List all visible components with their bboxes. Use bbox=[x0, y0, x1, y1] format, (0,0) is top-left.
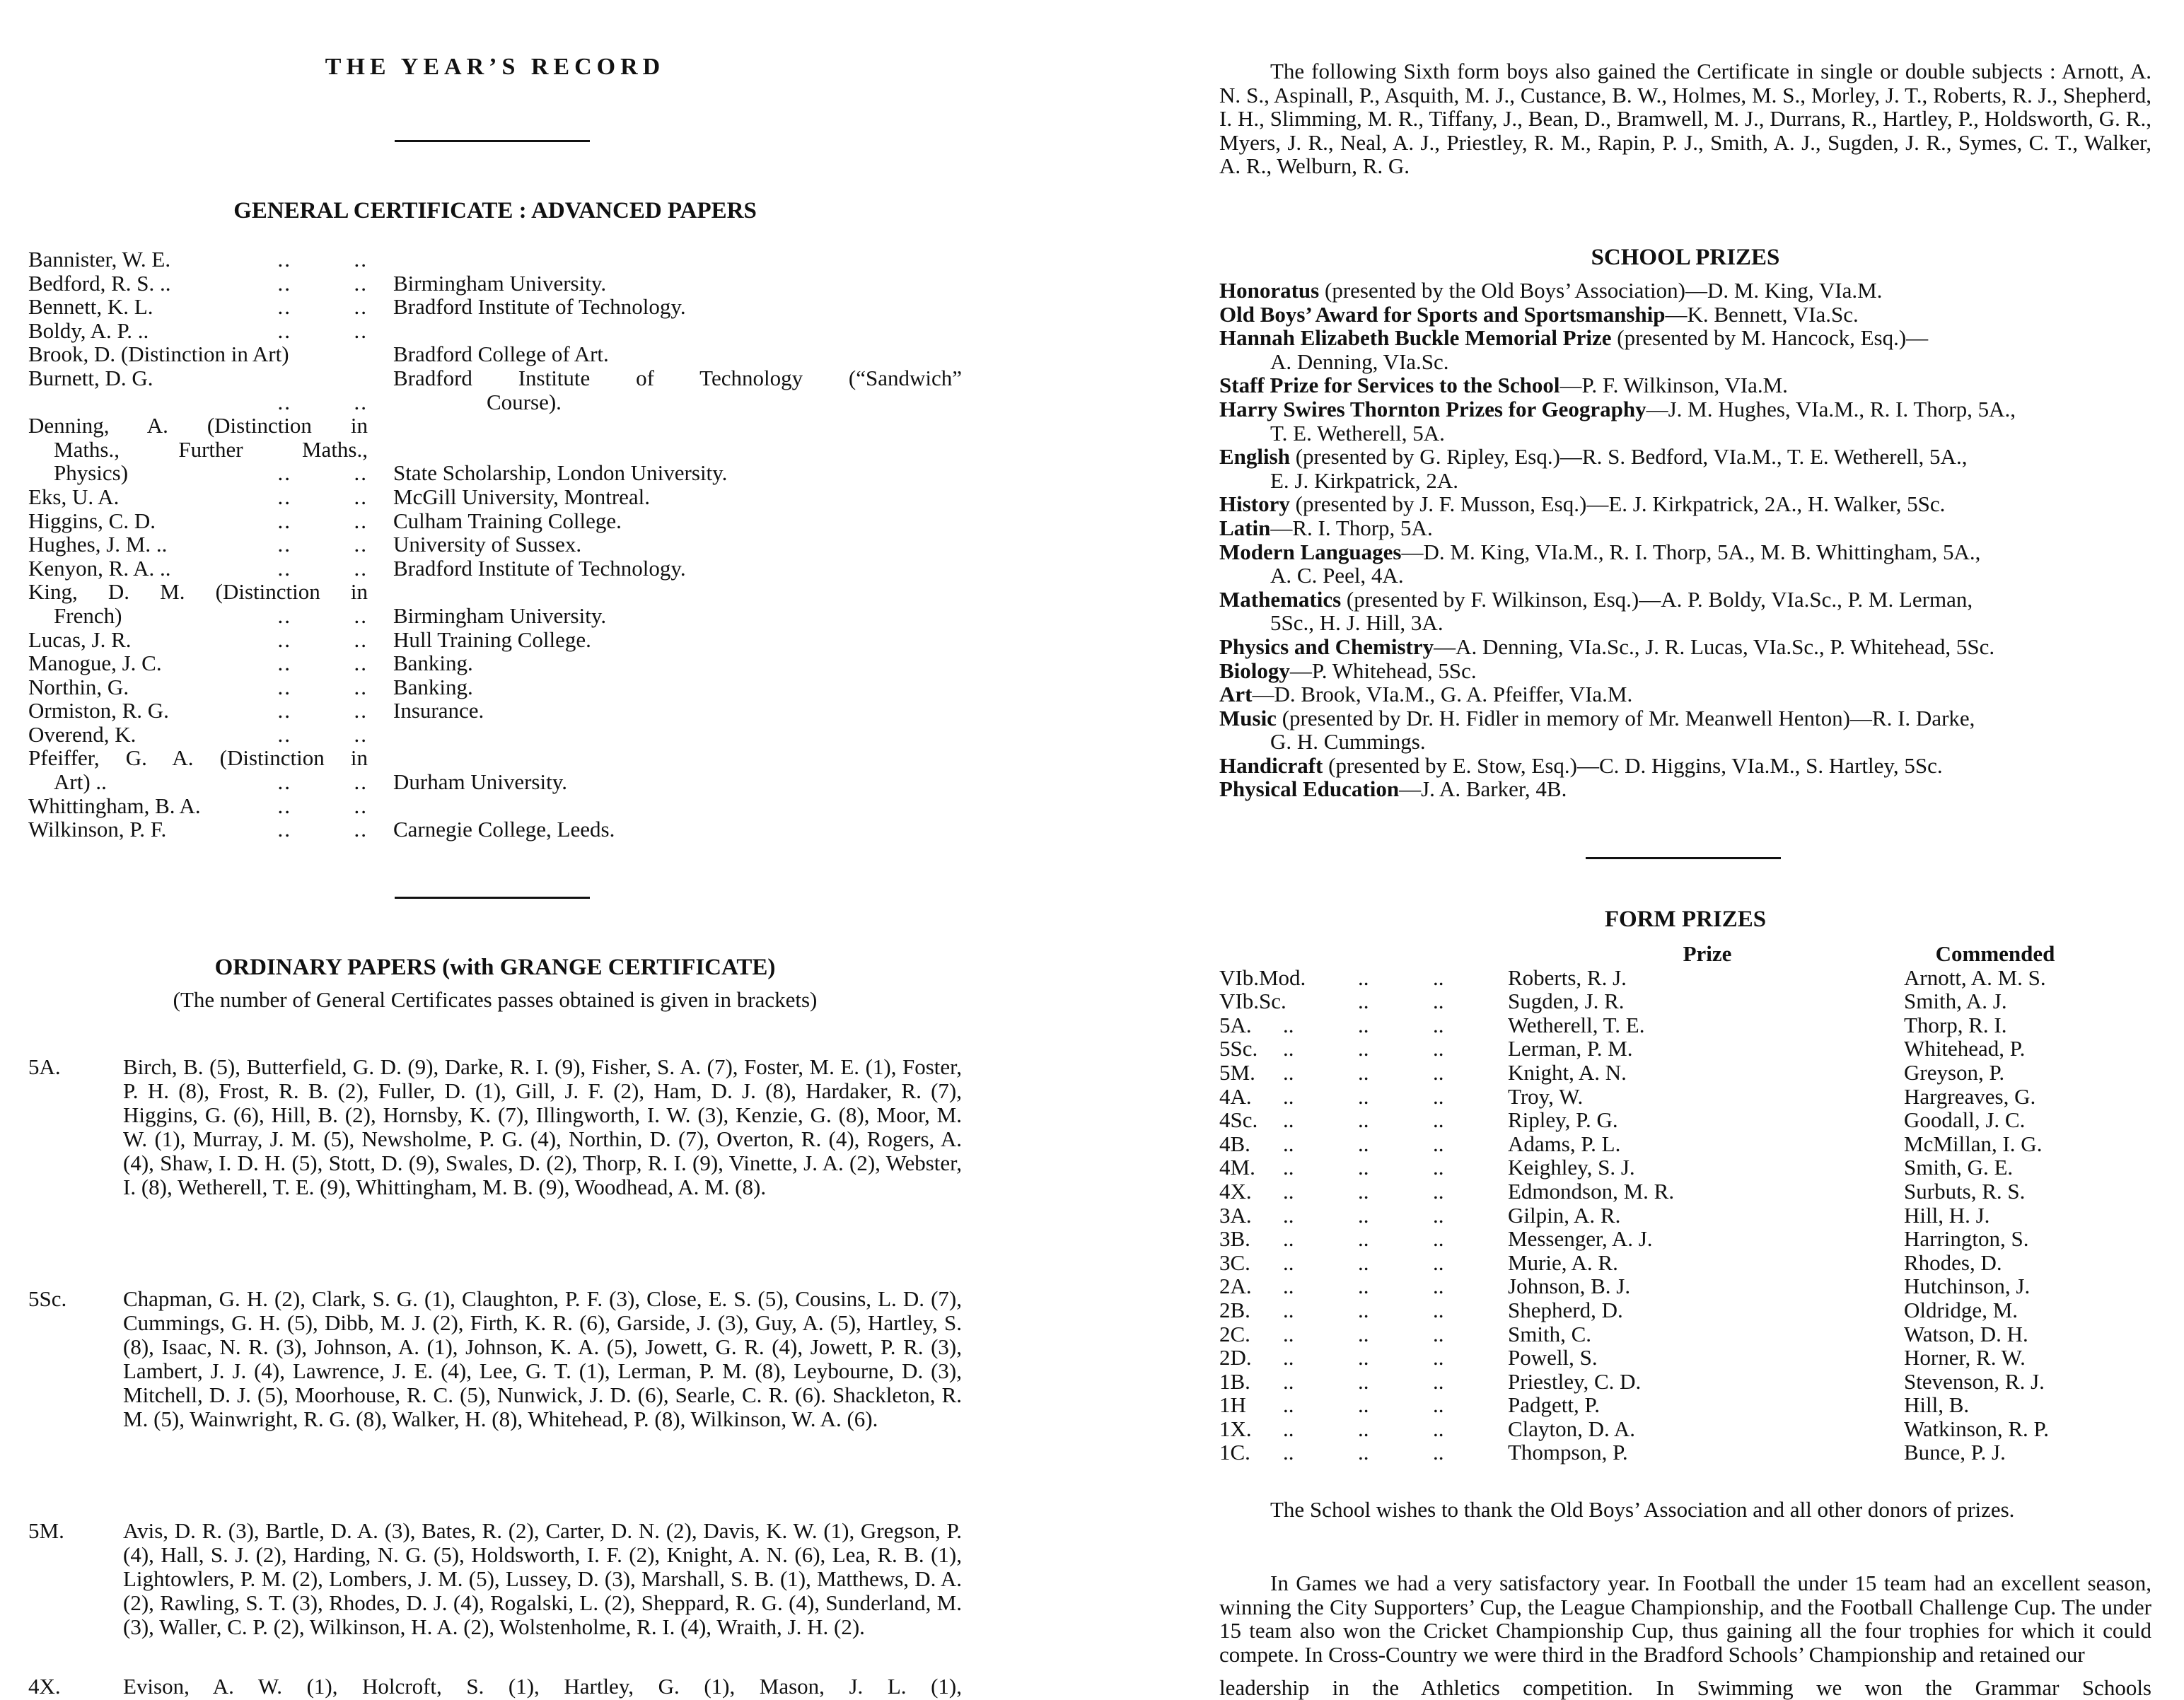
school-prize bbox=[1219, 303, 2151, 327]
destination: Carnegie College, Leeds. bbox=[393, 817, 615, 842]
school-prizes-heading: SCHOOL PRIZES bbox=[1591, 245, 1780, 270]
form-prize-row bbox=[1219, 1298, 2151, 1322]
prize-winner: Smith, C. bbox=[1508, 1321, 1592, 1346]
dot-leader: .. .. bbox=[277, 318, 368, 343]
prize-title: Latin bbox=[1219, 515, 1271, 540]
advanced-entry bbox=[28, 580, 962, 627]
commended-student: Watkinson, R. P. bbox=[1904, 1416, 2050, 1441]
destination: Culham Training College. bbox=[393, 508, 622, 533]
commended-student: Hill, B. bbox=[1904, 1392, 1970, 1418]
student-name: Bedford, R. S. .. bbox=[28, 270, 171, 296]
prize-winners: (presented by E. Stow, Esq.)—C. D. Higgins, VIa.M., S. Hartley, 5Sc. bbox=[1323, 752, 1943, 778]
dot-leader: .. .. bbox=[277, 817, 368, 842]
school-prize bbox=[1219, 279, 2151, 303]
advanced-entry bbox=[28, 699, 962, 723]
destination: Durham University. bbox=[393, 769, 567, 795]
commended-student: Whitehead, P. bbox=[1904, 1036, 2026, 1061]
games-partial-line: leadership in the Athletics competition. In Swimming we won the Grammar Schools bbox=[1219, 1675, 2151, 1700]
advanced-entry bbox=[28, 248, 962, 272]
prize-winners-continued: T. E. Wetherell, 5A. bbox=[1270, 420, 1445, 446]
form-prize-row bbox=[1219, 1037, 2151, 1061]
school-prize bbox=[1219, 777, 2151, 801]
dot-leader: .. .. .. bbox=[1283, 1012, 1444, 1037]
form-prize-row bbox=[1219, 1346, 2151, 1370]
dot-leader: .. .. .. bbox=[1283, 1368, 1444, 1394]
prize-winners: —P. Whitehead, 5Sc. bbox=[1289, 658, 1477, 683]
dot-leader: .. .. bbox=[1358, 989, 1444, 1014]
student-name: Bannister, W. E. bbox=[28, 247, 171, 272]
student-name: Wilkinson, P. F. bbox=[28, 817, 167, 842]
ordinary-papers-note: (The number of General Certificates passes obtained is given in brackets) bbox=[173, 987, 818, 1012]
form-label: 5Sc. bbox=[1219, 1036, 1258, 1061]
form-label: 4X. bbox=[1219, 1178, 1252, 1204]
prize-title: History bbox=[1219, 491, 1290, 517]
prize-column-header: Prize bbox=[1683, 941, 1732, 966]
form-prize-row bbox=[1219, 1155, 2151, 1180]
dot-leader: .. .. bbox=[277, 247, 368, 272]
prize-winner: Ripley, P. G. bbox=[1508, 1107, 1618, 1133]
advanced-entry bbox=[28, 675, 962, 699]
student-name: Manogue, J. C. bbox=[28, 651, 162, 676]
form-label: 1H bbox=[1219, 1392, 1246, 1418]
divider bbox=[395, 140, 590, 142]
prize-title: Physical Education bbox=[1219, 776, 1400, 802]
destination: Bradford Institute of Technology. bbox=[393, 555, 686, 581]
prize-title: Hannah Elizabeth Buckle Memorial Prize bbox=[1219, 325, 1612, 351]
prize-winners: —R. I. Thorp, 5A. bbox=[1270, 515, 1433, 540]
advanced-entry bbox=[28, 794, 962, 818]
commended-student: Watson, D. H. bbox=[1904, 1321, 2028, 1346]
dot-leader: .. .. bbox=[1358, 965, 1444, 990]
prize-winners: —D. Brook, VIa.M., G. A. Pfeiffer, VIa.M. bbox=[1252, 682, 1633, 707]
student-name: Burnett, D. G. bbox=[28, 365, 153, 390]
form-results-text: Chapman, G. H. (2), Clark, S. G. (1), Claughton, P. F. (3), Close, E. S. (5), Cousins, L. D. (7), Cummings, G. H. (5), Dibb, M. J. (2), Firth, K. R. (6), Garside, J. (3), Guy, A. (5), Hartley, S. (8), Isaac, N. R. (3), Johnson, A. (1), Johnson, K. A. (5), Jowett, G. R. (4), Jowett, P. R. (3), Lambert, J. J. (4), Lawrence, J. E. (4), Lee, G. T. (1), Lerman, P. M. (8), Leybourne, D. (3), Mitchell, D. J. (5), Moorhouse, R. C. (5), Nunwick, J. D. (6), Searle, C. R. (6). Shackleton, R. M. (5), Wainwright, R. G. (8), Walker, H. (8), Whitehead, P. (8), Wilkinson, W. A. (6). bbox=[123, 1286, 962, 1431]
prize-winner: Troy, W. bbox=[1508, 1083, 1584, 1109]
form-results-4X-partial bbox=[28, 1675, 962, 1699]
sixth-form-text: The following Sixth form boys also gained the Certificate in single or double subjects : Arnott, A. N. S., Aspinall, P., Asquith, M. J., Custance, B. W., Holmes, M. S., Morley, J. T., Roberts, R. J., Shepherd, I. H., Slimming, M. R., Tiffany, J., Bean, D., Bramwell, M. J., Durrans, R., Hartley, P., Holdsworth, G. R., Myers, J. R., Neal, A. J., Priestley, R. M., Rapin, P. J., Smith, A. J., Sugden, J. R., Symes, C. T., Walker, A. R., Welburn, R. G. bbox=[1219, 59, 2151, 179]
prize-winner: Wetherell, T. E. bbox=[1508, 1012, 1645, 1037]
school-prize bbox=[1219, 492, 2151, 516]
form-results-text: Evison, A. W. (1), Holcroft, S. (1), Hartley, G. (1), Mason, J. L. (1), bbox=[123, 1674, 962, 1699]
dot-leader: .. .. bbox=[277, 721, 368, 747]
ordinary-papers-heading: ORDINARY PAPERS (with GRANGE CERTIFICATE) bbox=[214, 955, 776, 980]
prize-winners: —P. F. Wilkinson, VIa.M. bbox=[1559, 373, 1788, 398]
commended-student: Stevenson, R. J. bbox=[1904, 1368, 2045, 1394]
thanks-text: The School wishes to thank the Old Boys’ Association and all other donors of prizes. bbox=[1270, 1497, 2015, 1522]
advanced-entry bbox=[28, 342, 962, 366]
commended-student: Horner, R. W. bbox=[1904, 1345, 2026, 1370]
advanced-papers-heading: GENERAL CERTIFICATE : ADVANCED PAPERS bbox=[233, 198, 757, 223]
form-label: 5M. bbox=[28, 1518, 64, 1543]
prize-title: Harry Swires Thornton Prizes for Geography bbox=[1219, 396, 1646, 421]
commended-student: Harrington, S. bbox=[1904, 1226, 2029, 1252]
prize-winner: Roberts, R. J. bbox=[1508, 965, 1627, 990]
prize-winners: —A. Denning, VIa.Sc., J. R. Lucas, VIa.Sc., P. Whitehead, 5Sc. bbox=[1434, 634, 1995, 659]
destination: Banking. bbox=[393, 674, 473, 699]
prize-winners: (presented by the Old Boys’ Association)—D. M. King, VIa.M. bbox=[1319, 278, 1883, 303]
student-name: Eks, U. A. bbox=[28, 484, 120, 509]
form-prize-row bbox=[1219, 989, 2151, 1013]
dot-leader: .. .. bbox=[277, 627, 368, 652]
school-prize bbox=[1219, 659, 2151, 683]
student-name: Art) .. bbox=[54, 769, 107, 795]
prize-winner: Johnson, B. J. bbox=[1508, 1274, 1631, 1299]
prize-winner: Padgett, P. bbox=[1508, 1392, 1601, 1418]
dot-leader: .. .. .. bbox=[1283, 1083, 1444, 1109]
school-prize bbox=[1219, 682, 2151, 706]
dot-leader: .. .. .. bbox=[1283, 1440, 1444, 1465]
student-name: Maths., Further Maths., bbox=[54, 436, 368, 462]
prize-winners-continued: G. H. Cummings. bbox=[1270, 729, 1426, 755]
commended-student: Arnott, A. M. S. bbox=[1904, 965, 2046, 990]
advanced-entry bbox=[28, 651, 962, 675]
page-title: THE YEAR’S RECORD bbox=[325, 54, 666, 80]
school-prize bbox=[1219, 373, 2151, 397]
advanced-entry bbox=[28, 366, 962, 414]
destination: University of Sussex. bbox=[393, 532, 582, 557]
prize-title: Handicraft bbox=[1219, 752, 1323, 778]
dot-leader: .. .. bbox=[277, 484, 368, 509]
form-prize-row bbox=[1219, 1061, 2151, 1085]
dot-leader: .. .. .. bbox=[1283, 1226, 1444, 1252]
form-prize-row bbox=[1219, 1227, 2151, 1251]
form-label: 4B. bbox=[1219, 1131, 1250, 1156]
thanks-paragraph bbox=[1219, 1498, 2151, 1522]
school-prize bbox=[1219, 706, 2151, 754]
prize-title: Old Boys’ Award for Sports and Sportsmanship bbox=[1219, 301, 1666, 327]
form-prize-row bbox=[1219, 1370, 2151, 1394]
school-prize bbox=[1219, 516, 2151, 540]
commended-student: Surbuts, R. S. bbox=[1904, 1178, 2026, 1204]
destination: McGill University, Montreal. bbox=[393, 484, 651, 509]
form-label: 5Sc. bbox=[28, 1286, 67, 1311]
commended-student: Thorp, R. I. bbox=[1904, 1012, 2007, 1037]
advanced-entry bbox=[28, 723, 962, 747]
prize-winner: Murie, A. R. bbox=[1508, 1250, 1618, 1275]
destination: State Scholarship, London University. bbox=[393, 460, 728, 486]
student-name: French) bbox=[54, 602, 122, 628]
student-name: Higgins, C. D. bbox=[28, 508, 156, 533]
prize-winners: —J. M. Hughes, VIa.M., R. I. Thorp, 5A., bbox=[1646, 396, 2016, 421]
form-prize-row bbox=[1219, 1440, 2151, 1465]
form-results-5Sc bbox=[28, 1287, 962, 1431]
dot-leader: .. .. bbox=[277, 270, 368, 296]
form-prize-row bbox=[1219, 1393, 2151, 1417]
prize-title: Art bbox=[1219, 682, 1253, 707]
student-name: Brook, D. (Distinction in Art) bbox=[28, 342, 289, 367]
dot-leader: .. .. .. bbox=[1283, 1155, 1444, 1180]
prize-winner: Shepherd, D. bbox=[1508, 1297, 1623, 1322]
dot-leader: .. .. .. bbox=[1283, 1321, 1444, 1346]
dot-leader: .. .. bbox=[277, 508, 368, 533]
dot-leader: .. .. bbox=[277, 793, 368, 818]
advanced-entry bbox=[28, 485, 962, 509]
dot-leader: .. .. .. bbox=[1283, 1178, 1444, 1204]
prize-winner: Clayton, D. A. bbox=[1508, 1416, 1635, 1441]
school-prize bbox=[1219, 540, 2151, 588]
advanced-entry bbox=[28, 628, 962, 652]
student-name: Lucas, J. R. bbox=[28, 627, 132, 652]
student-name: Northin, G. bbox=[28, 674, 129, 699]
advanced-entry bbox=[28, 272, 962, 296]
prize-winner: Edmondson, M. R. bbox=[1508, 1178, 1675, 1204]
prize-winner: Thompson, P. bbox=[1508, 1440, 1628, 1465]
prize-title: Physics and Chemistry bbox=[1219, 634, 1434, 659]
destination: Banking. bbox=[393, 651, 473, 676]
games-text: In Games we had a very satisfactory year. In Football the under 15 team had an excellent season, winning the City Supporters’ Cup, the League Championship, and the Football Challenge Cup. The under 15 team also won the Cricket Championship Cup, thus gaining all the four trophies for which it could compete. In Cross-Country we were third in the Bradford Schools’ Championship and retained our bbox=[1219, 1571, 2151, 1667]
form-prize-row bbox=[1219, 1085, 2151, 1109]
form-label: VIb.Sc. bbox=[1219, 989, 1286, 1014]
form-results-text: Avis, D. R. (3), Bartle, D. A. (3), Bates, R. (2), Carter, D. N. (2), Davis, K. W. (1), Gregson, P. (4), Hall, S. J. (2), Harding, N. G. (5), Holdsworth, I. F. (2), Knight, A. N. (6), Lea, R. B. (1), Lightowlers, P. M. (2), Lombers, J. M. (5), Lussey, D. (3), Marshall, S. B. (1), Matthews, D. A. (2), Rawling, S. T. (3), Rhodes, D. J. (4), Rogalski, L. (2), Sheppard, R. G. (4), Sunderland, M. (3), Waller, C. P. (2), Wilkinson, H. A. (2), Wolstenholme, R. I. (4), Wraith, J. H. (2). bbox=[123, 1518, 962, 1639]
form-label: VIb.Mod. bbox=[1219, 965, 1306, 990]
student-name: Kenyon, R. A. .. bbox=[28, 555, 171, 581]
form-label: 4X. bbox=[28, 1674, 61, 1699]
dot-leader: .. .. .. bbox=[1283, 1036, 1444, 1061]
destination: Birmingham University. bbox=[393, 270, 607, 296]
form-prize-row bbox=[1219, 1251, 2151, 1275]
form-prize-row bbox=[1219, 1108, 2151, 1132]
prize-winners: (presented by M. Hancock, Esq.)— bbox=[1611, 325, 1929, 351]
dot-leader: .. .. bbox=[277, 674, 368, 699]
commended-student: Hutchinson, J. bbox=[1904, 1274, 2031, 1299]
commended-student: Rhodes, D. bbox=[1904, 1250, 2002, 1275]
form-label: 3A. bbox=[1219, 1202, 1252, 1228]
dot-leader: .. .. bbox=[277, 602, 368, 628]
school-prize bbox=[1219, 754, 2151, 778]
dot-leader: .. .. .. bbox=[1283, 1297, 1444, 1322]
advanced-entry bbox=[28, 532, 962, 557]
prize-winners: —J. A. Barker, 4B. bbox=[1399, 776, 1567, 802]
form-prize-row bbox=[1219, 1013, 2151, 1037]
school-prize bbox=[1219, 445, 2151, 492]
form-label: 1B. bbox=[1219, 1368, 1250, 1394]
prize-winners: —K. Bennett, VIa.Sc. bbox=[1665, 301, 1859, 327]
student-name: Pfeiffer, G. A. (Distinction in bbox=[28, 745, 368, 771]
prize-winner: Lerman, P. M. bbox=[1508, 1036, 1633, 1061]
prize-winners-continued: 5Sc., H. J. Hill, 3A. bbox=[1270, 610, 1444, 636]
prize-winner: Adams, P. L. bbox=[1508, 1131, 1621, 1156]
destination: Bradford Institute of Technology. bbox=[393, 294, 686, 320]
form-label: 2C. bbox=[1219, 1321, 1250, 1346]
destination: Birmingham University. bbox=[393, 602, 607, 628]
prize-winners: (presented by F. Wilkinson, Esq.)—A. P. Boldy, VIa.Sc., P. M. Lerman, bbox=[1341, 586, 1973, 612]
form-label: 2A. bbox=[1219, 1274, 1252, 1299]
dot-leader: .. .. .. bbox=[1283, 1107, 1444, 1133]
form-results-text: Birch, B. (5), Butterfield, G. D. (9), Darke, R. I. (9), Fisher, S. A. (7), Foster, M. E. (1), Foster, P. H. (8), Frost, R. B. (2), Fuller, D. (1), Gill, J. F. (2), Ham, D. J. (8), Hardaker, R. (7), Higgins, G. (6), Hill, B. (2), Hornsby, K. (7), Illingworth, I. W. (3), Kenzie, G. (8), Moor, M. W. (1), Murray, J. M. (5), Newsholme, P. G. (4), Northin, D. (7), Overton, R. (4), Rogers, A. (4), Shaw, I. D. H. (5), Stott, D. (9), Swales, D. (2), Thorp, R. I. (9), Vinette, J. A. (2), Webster, I. (8), Wetherell, T. E. (9), Whittingham, M. B. (9), Woodhead, A. M. (8). bbox=[123, 1054, 962, 1199]
prize-winner: Powell, S. bbox=[1508, 1345, 1598, 1370]
dot-leader: .. .. .. bbox=[1283, 1345, 1444, 1370]
dot-leader: .. .. .. bbox=[1283, 1392, 1444, 1418]
student-name: Bennett, K. L. bbox=[28, 294, 153, 320]
form-prizes-header bbox=[1219, 942, 2151, 966]
prize-winners: (presented by Dr. H. Fidler in memory of Mr. Meanwell Henton)—R. I. Darke, bbox=[1276, 705, 1975, 730]
dot-leader: .. .. bbox=[277, 651, 368, 676]
prize-winners-continued: A. Denning, VIa.Sc. bbox=[1270, 349, 1449, 374]
form-prize-row bbox=[1219, 966, 2151, 990]
prize-title: Mathematics bbox=[1219, 586, 1342, 612]
form-label: 3B. bbox=[1219, 1226, 1250, 1252]
prize-title: Staff Prize for Services to the School bbox=[1219, 373, 1560, 398]
destination-continued: Course). bbox=[487, 389, 562, 414]
sixth-form-paragraph bbox=[1219, 59, 2151, 178]
dot-leader: .. .. .. bbox=[1283, 1059, 1444, 1085]
student-name: King, D. M. (Distinction in bbox=[28, 579, 368, 605]
prize-winners-continued: E. J. Kirkpatrick, 2A. bbox=[1270, 467, 1459, 493]
form-prize-row bbox=[1219, 1322, 2151, 1346]
form-prize-row bbox=[1219, 1417, 2151, 1441]
form-results-5A bbox=[28, 1055, 962, 1199]
commended-student: Goodall, J. C. bbox=[1904, 1107, 2026, 1133]
form-prize-row bbox=[1219, 1274, 2151, 1298]
school-prizes-list bbox=[1219, 279, 2151, 801]
destination: Bradford Institute of Technology (“Sandwich” bbox=[393, 365, 962, 390]
dot-leader: .. .. .. bbox=[1283, 1274, 1444, 1299]
form-prize-row bbox=[1219, 1204, 2151, 1228]
prize-winner: Messenger, A. J. bbox=[1508, 1226, 1653, 1252]
commended-student: Bunce, P. J. bbox=[1904, 1440, 2006, 1465]
advanced-entry bbox=[28, 319, 962, 343]
prize-winner: Sugden, J. R. bbox=[1508, 989, 1625, 1014]
form-label: 4Sc. bbox=[1219, 1107, 1258, 1133]
prize-winner: Knight, A. N. bbox=[1508, 1059, 1627, 1085]
school-prize bbox=[1219, 635, 2151, 659]
prize-title: English bbox=[1219, 444, 1290, 470]
form-label: 2B. bbox=[1219, 1297, 1250, 1322]
school-prize bbox=[1219, 326, 2151, 373]
student-name: Physics) bbox=[54, 460, 129, 486]
dot-leader: .. .. bbox=[277, 698, 368, 723]
destination: Hull Training College. bbox=[393, 627, 591, 652]
student-name: Denning, A. (Distinction in bbox=[28, 413, 368, 438]
dot-leader: .. .. .. bbox=[1283, 1131, 1444, 1156]
prize-winner: Gilpin, A. R. bbox=[1508, 1202, 1621, 1228]
prize-title: Modern Languages bbox=[1219, 539, 1402, 564]
dot-leader: .. .. .. bbox=[1283, 1250, 1444, 1275]
prize-title: Honoratus bbox=[1219, 278, 1320, 303]
dot-leader: .. .. bbox=[277, 460, 368, 486]
form-label: 4A. bbox=[1219, 1083, 1252, 1109]
school-prize bbox=[1219, 397, 2151, 445]
prize-winner: Priestley, C. D. bbox=[1508, 1368, 1642, 1394]
destination: Bradford College of Art. bbox=[393, 342, 609, 367]
form-results-5M bbox=[28, 1519, 962, 1639]
prize-winner: Keighley, S. J. bbox=[1508, 1155, 1635, 1180]
prize-winners-continued: A. C. Peel, 4A. bbox=[1270, 563, 1404, 588]
form-label: 1X. bbox=[1219, 1416, 1252, 1441]
student-name: Ormiston, R. G. bbox=[28, 698, 169, 723]
dot-leader: .. .. bbox=[277, 532, 368, 557]
advanced-entry bbox=[28, 509, 962, 533]
form-label: 5A. bbox=[28, 1054, 61, 1079]
form-label: 4M. bbox=[1219, 1155, 1255, 1180]
advanced-papers-list bbox=[28, 248, 962, 842]
student-name: Boldy, A. P. .. bbox=[28, 318, 149, 343]
prize-winners: (presented by G. Ripley, Esq.)—R. S. Bedford, VIa.M., T. E. Wetherell, 5A., bbox=[1289, 444, 1968, 470]
prize-title: Biology bbox=[1219, 658, 1290, 683]
prize-winners: (presented by J. F. Musson, Esq.)—E. J. Kirkpatrick, 2A., H. Walker, 5Sc. bbox=[1289, 491, 1946, 517]
commended-student: Hill, H. J. bbox=[1904, 1202, 1990, 1228]
advanced-entry bbox=[28, 746, 962, 793]
advanced-entry bbox=[28, 295, 962, 319]
dot-leader: .. .. bbox=[277, 294, 368, 320]
destination: Insurance. bbox=[393, 698, 484, 723]
divider bbox=[1586, 857, 1781, 859]
form-label: 2D. bbox=[1219, 1345, 1252, 1370]
dot-leader: .. .. bbox=[277, 389, 368, 414]
school-prize bbox=[1219, 588, 2151, 635]
commended-student: Smith, G. E. bbox=[1904, 1155, 2014, 1180]
dot-leader: .. .. bbox=[277, 555, 368, 581]
dot-leader: .. .. bbox=[277, 769, 368, 795]
commended-column-header: Commended bbox=[1935, 941, 2055, 966]
student-name: Hughes, J. M. .. bbox=[28, 532, 168, 557]
prize-winners: —D. M. King, VIa.M., R. I. Thorp, 5A., M. B. Whittingham, 5A., bbox=[1401, 539, 1981, 564]
form-prizes-heading: FORM PRIZES bbox=[1604, 907, 1767, 932]
commended-student: McMillan, I. G. bbox=[1904, 1131, 2043, 1156]
divider bbox=[395, 897, 590, 899]
form-prize-row bbox=[1219, 1132, 2151, 1156]
commended-student: Greyson, P. bbox=[1904, 1059, 2005, 1085]
commended-student: Smith, A. J. bbox=[1904, 989, 2007, 1014]
form-label: 3C. bbox=[1219, 1250, 1250, 1275]
games-paragraph bbox=[1219, 1571, 2151, 1666]
form-prize-row bbox=[1219, 1180, 2151, 1204]
student-name: Whittingham, B. A. bbox=[28, 793, 201, 818]
form-prizes-table bbox=[1219, 942, 2151, 1465]
dot-leader: .. .. .. bbox=[1283, 1416, 1444, 1441]
advanced-entry bbox=[28, 817, 962, 842]
student-name: Overend, K. bbox=[28, 721, 136, 747]
advanced-entry bbox=[28, 414, 962, 485]
prize-title: Music bbox=[1219, 705, 1277, 730]
dot-leader: .. .. .. bbox=[1283, 1202, 1444, 1228]
form-label: 5M. bbox=[1219, 1059, 1255, 1085]
advanced-entry bbox=[28, 557, 962, 581]
form-label: 1C. bbox=[1219, 1440, 1250, 1465]
commended-student: Hargreaves, G. bbox=[1904, 1083, 2036, 1109]
form-label: 5A. bbox=[1219, 1012, 1252, 1037]
commended-student: Oldridge, M. bbox=[1904, 1297, 2019, 1322]
